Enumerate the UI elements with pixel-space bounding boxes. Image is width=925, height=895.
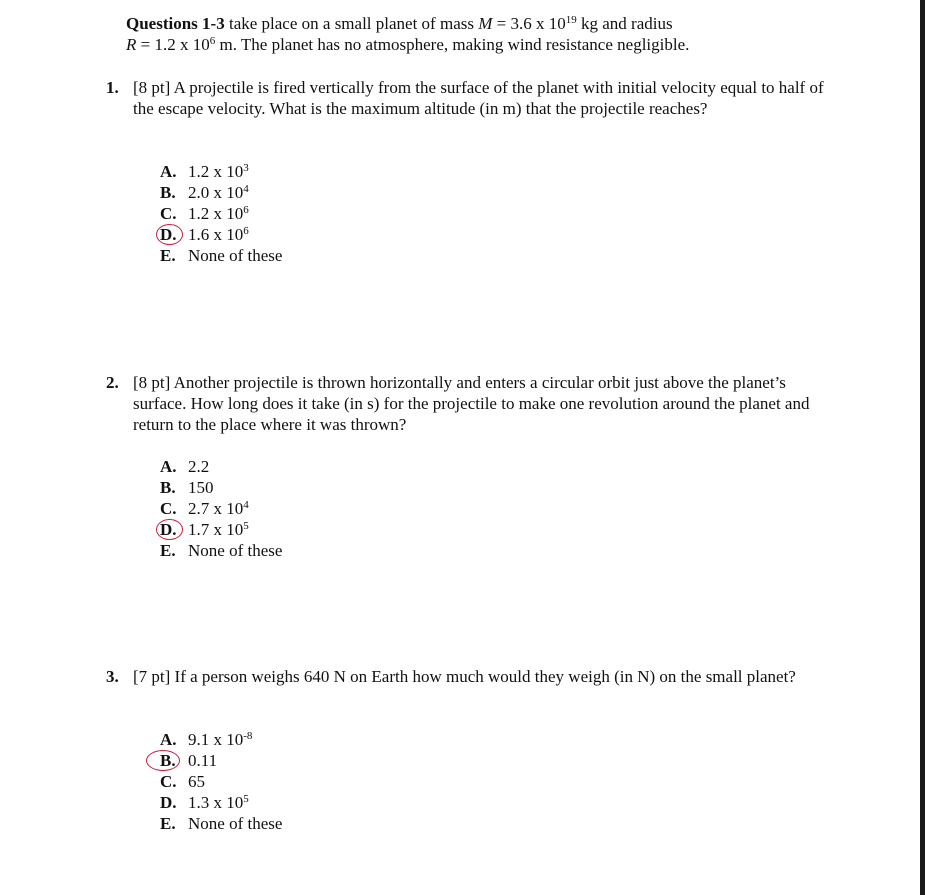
question-number: 3. xyxy=(106,667,119,686)
choice-value: None of these xyxy=(188,541,283,560)
choice-c[interactable] xyxy=(160,498,282,519)
choice-e[interactable] xyxy=(160,540,282,561)
choice-a[interactable] xyxy=(160,729,282,750)
question-number: 1. xyxy=(106,78,119,97)
choice-b[interactable] xyxy=(160,182,282,203)
choice-exp: 4 xyxy=(243,499,249,511)
choice-letter: E. xyxy=(160,814,176,833)
choice-letter: D. xyxy=(160,520,177,539)
question-text: [8 pt] Another projectile is thrown horizontally and enters a circular orbit just above the planet’s surface. How long does it take (in s) for the projectile to make one revolution around the planet and return to the place where it was thrown? xyxy=(133,373,810,434)
choice-letter: D. xyxy=(160,793,177,812)
choice-exp: 4 xyxy=(243,183,249,195)
mass-exp: 19 xyxy=(565,14,577,26)
choice-e[interactable] xyxy=(160,245,282,266)
choice-letter: B. xyxy=(160,183,176,202)
choice-exp: 6 xyxy=(243,204,249,216)
choice-letter: C. xyxy=(160,204,177,223)
choice-letter: B. xyxy=(160,478,176,497)
intro-paragraph xyxy=(126,13,846,55)
choice-letter: E. xyxy=(160,541,176,560)
choices-list xyxy=(160,456,282,561)
choices-list xyxy=(160,729,282,834)
question-number: 2. xyxy=(106,373,119,392)
choice-letter: A. xyxy=(160,457,177,476)
choice-exp: 5 xyxy=(243,793,249,805)
mass-eq: = 3.6 x 10 xyxy=(492,14,566,33)
choices-list xyxy=(160,161,282,266)
choice-value: 2.0 x 10 xyxy=(188,183,244,202)
choice-value: 1.7 x 10 xyxy=(188,520,244,539)
question-text: [7 pt] If a person weighs 640 N on Earth how much would they weigh (in N) on the small planet? xyxy=(133,667,796,686)
choice-value: None of these xyxy=(188,814,283,833)
question-text: [8 pt] A projectile is fired vertically from the surface of the planet with initial velocity equal to half of the escape velocity. What is the maximum altitude (in m) that the projectile reaches? xyxy=(133,78,824,118)
choice-d[interactable] xyxy=(160,519,282,540)
page-edge-bar xyxy=(920,0,925,895)
radius-symbol: R xyxy=(126,35,137,54)
intro-text-b: kg and radius xyxy=(576,14,673,33)
choice-letter: A. xyxy=(160,730,177,749)
radius-eq: = 1.2 x 10 xyxy=(136,35,210,54)
intro-text-a: take place on a small planet of mass xyxy=(224,14,479,33)
choice-e[interactable] xyxy=(160,813,282,834)
choice-value: None of these xyxy=(188,246,283,265)
question-3 xyxy=(106,666,826,833)
choice-exp: -8 xyxy=(243,730,253,742)
choice-letter: D. xyxy=(160,225,177,244)
choice-c[interactable] xyxy=(160,203,282,224)
choice-exp: 5 xyxy=(243,520,249,532)
question-1 xyxy=(106,77,826,265)
radius-exp: 6 xyxy=(209,35,216,47)
choice-value: 1.3 x 10 xyxy=(188,793,244,812)
question-2 xyxy=(106,372,826,560)
choice-value: 150 xyxy=(188,478,214,497)
choice-value: 0.11 xyxy=(188,751,218,770)
choice-a[interactable] xyxy=(160,456,282,477)
choice-value: 2.7 x 10 xyxy=(188,499,244,518)
choice-letter: A. xyxy=(160,162,177,181)
choice-letter: E. xyxy=(160,246,176,265)
choice-a[interactable] xyxy=(160,161,282,182)
choice-letter: C. xyxy=(160,772,177,791)
choice-value: 1.2 x 10 xyxy=(188,204,244,223)
choice-b[interactable] xyxy=(160,750,282,771)
choice-value: 65 xyxy=(188,772,205,791)
choice-value: 9.1 x 10 xyxy=(188,730,244,749)
choice-c[interactable] xyxy=(160,771,282,792)
choice-d[interactable] xyxy=(160,224,282,245)
intro-text-c: m. The planet has no atmosphere, making wind resistance negligible. xyxy=(215,35,690,54)
choice-exp: 6 xyxy=(243,225,249,237)
choice-value: 1.6 x 10 xyxy=(188,225,244,244)
choice-d[interactable] xyxy=(160,792,282,813)
mass-symbol: M xyxy=(478,14,493,33)
choice-exp: 3 xyxy=(243,162,249,174)
choice-b[interactable] xyxy=(160,477,282,498)
choice-value: 1.2 x 10 xyxy=(188,162,244,181)
choice-letter: B. xyxy=(160,751,176,770)
choice-value: 2.2 xyxy=(188,457,210,476)
choice-letter: C. xyxy=(160,499,177,518)
intro-lead: Questions 1-3 xyxy=(126,14,225,33)
